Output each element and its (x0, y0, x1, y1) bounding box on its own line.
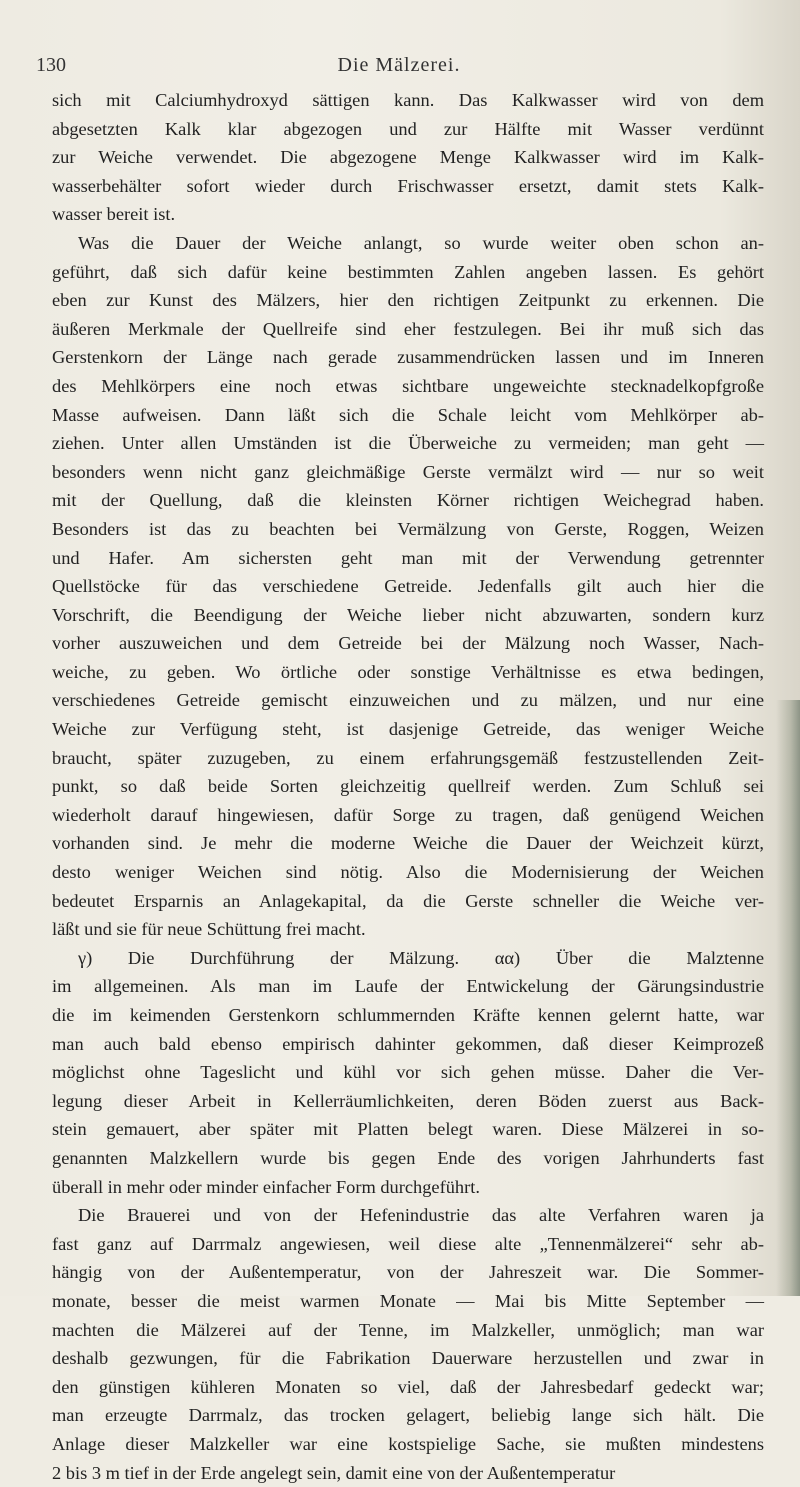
text-line: verschiedenes Getreide gemischt einzuweichen und zu mälzen, und nur eine (52, 686, 764, 715)
text-line: Die Brauerei und von der Hefenindustrie das alte Verfahren waren ja (52, 1201, 764, 1230)
text-line: Was die Dauer der Weiche anlangt, so wurde weiter oben schon an- (52, 229, 764, 258)
text-line: möglichst ohne Tageslicht und kühl vor sich gehen müsse. Daher die Ver- (52, 1058, 764, 1087)
running-head: Die Mälzerei. (36, 54, 762, 77)
text-line: weiche, zu geben. Wo örtliche oder sonstige Verhältnisse es etwa bedingen, (52, 658, 764, 687)
text-line: hängig von der Außentemperatur, von der Jahreszeit war. Die Sommer- (52, 1258, 764, 1287)
paragraph-p2 (52, 229, 764, 944)
text-line: 2 bis 3 m tief in der Erde angelegt sein, damit eine von der Außentemperatur (52, 1459, 764, 1487)
text-line: legung dieser Arbeit in Kellerräumlichkeiten, deren Böden zuerst aus Back- (52, 1087, 764, 1116)
text-line: genannten Malzkellern wurde bis gegen Ende des vorigen Jahrhunderts fast (52, 1144, 764, 1173)
paragraph-p3 (52, 944, 764, 1201)
text-line: Besonders ist das zu beachten bei Vermälzung von Gerste, Roggen, Weizen (52, 515, 764, 544)
body-text (52, 86, 764, 1487)
text-line: ziehen. Unter allen Umständen ist die Überweiche zu vermeiden; man geht — (52, 429, 764, 458)
text-line: monate, besser die meist warmen Monate — Mai bis Mitte September — (52, 1287, 764, 1316)
text-line: punkt, so daß beide Sorten gleichzeitig quellreif werden. Zum Schluß sei (52, 772, 764, 801)
text-line: im allgemeinen. Als man im Laufe der Entwickelung der Gärungsindustrie (52, 972, 764, 1001)
text-line: Vorschrift, die Beendigung der Weiche lieber nicht abzuwarten, sondern kurz (52, 601, 764, 630)
text-line: wiederholt darauf hingewiesen, dafür Sorge zu tragen, daß genügend Weichen (52, 801, 764, 830)
text-line: man auch bald ebenso empirisch dahinter gekommen, daß dieser Keimprozeß (52, 1030, 764, 1059)
page-header (36, 54, 762, 78)
text-line: und Hafer. Am sichersten geht man mit der Verwendung getrennter (52, 544, 764, 573)
text-line: des Mehlkörpers eine noch etwas sichtbare ungeweichte stecknadelkopfgroße (52, 372, 764, 401)
page-number: 130 (36, 54, 66, 77)
text-line: mit der Quellung, daß die kleinsten Körner richtigen Weichegrad haben. (52, 486, 764, 515)
text-line: läßt und sie für neue Schüttung frei macht. (52, 915, 764, 944)
text-line: fast ganz auf Darrmalz angewiesen, weil diese alte „Tennenmälzerei“ sehr ab- (52, 1230, 764, 1259)
text-line: stein gemauert, aber später mit Platten belegt waren. Diese Mälzerei in so- (52, 1115, 764, 1144)
text-line: geführt, daß sich dafür keine bestimmten Zahlen angeben lassen. Es gehört (52, 258, 764, 287)
text-line: bedeutet Ersparnis an Anlagekapital, da die Gerste schneller die Weiche ver- (52, 887, 764, 916)
text-line: sich mit Calciumhydroxyd sättigen kann. Das Kalkwasser wird von dem (52, 86, 764, 115)
text-line: wasser bereit ist. (52, 200, 764, 229)
paragraph-p4 (52, 1201, 764, 1487)
text-line: den günstigen kühleren Monaten so viel, daß der Jahresbedarf gedeckt war; (52, 1373, 764, 1402)
text-line: Quellstöcke für das verschiedene Getreide. Jedenfalls gilt auch hier die (52, 572, 764, 601)
text-line: γ) Die Durchführung der Mälzung. αα) Über die Malztenne (52, 944, 764, 973)
text-line: wasserbehälter sofort wieder durch Frischwasser ersetzt, damit stets Kalk- (52, 172, 764, 201)
text-line: braucht, später zuzugeben, zu einem erfahrungsgemäß festzustellenden Zeit- (52, 744, 764, 773)
text-line: Weiche zur Verfügung steht, ist dasjenige Getreide, das weniger Weiche (52, 715, 764, 744)
text-line: äußeren Merkmale der Quellreife sind eher festzulegen. Bei ihr muß sich das (52, 315, 764, 344)
text-line: Anlage dieser Malzkeller war eine kostspielige Sache, sie mußten mindestens (52, 1430, 764, 1459)
text-line: abgesetzten Kalk klar abgezogen und zur Hälfte mit Wasser verdünnt (52, 115, 764, 144)
page-edge-shadow (776, 700, 800, 1296)
text-line: machten die Mälzerei auf der Tenne, im Malzkeller, unmöglich; man war (52, 1316, 764, 1345)
text-line: Gerstenkorn der Länge nach gerade zusammendrücken lassen und im Inneren (52, 343, 764, 372)
text-line: überall in mehr oder minder einfacher Form durchgeführt. (52, 1173, 764, 1202)
text-line: Masse aufweisen. Dann läßt sich die Schale leicht vom Mehlkörper ab- (52, 401, 764, 430)
text-line: man erzeugte Darrmalz, das trocken gelagert, beliebig lange sich hält. Die (52, 1401, 764, 1430)
text-line: vorher auszuweichen und dem Getreide bei der Mälzung noch Wasser, Nach- (52, 629, 764, 658)
text-line: zur Weiche verwendet. Die abgezogene Menge Kalkwasser wird im Kalk- (52, 143, 764, 172)
text-line: vorhanden sind. Je mehr die moderne Weiche die Dauer der Weichzeit kürzt, (52, 829, 764, 858)
text-line: desto weniger Weichen sind nötig. Also die Modernisierung der Weichen (52, 858, 764, 887)
text-line: deshalb gezwungen, für die Fabrikation Dauerware herzustellen und zwar in (52, 1344, 764, 1373)
paragraph-p1 (52, 86, 764, 229)
text-line: die im keimenden Gerstenkorn schlummernden Kräfte kennen gelernt hatte, war (52, 1001, 764, 1030)
text-line: eben zur Kunst des Mälzers, hier den richtigen Zeitpunkt zu erkennen. Die (52, 286, 764, 315)
text-line: besonders wenn nicht ganz gleichmäßige Gerste vermälzt wird — nur so weit (52, 458, 764, 487)
